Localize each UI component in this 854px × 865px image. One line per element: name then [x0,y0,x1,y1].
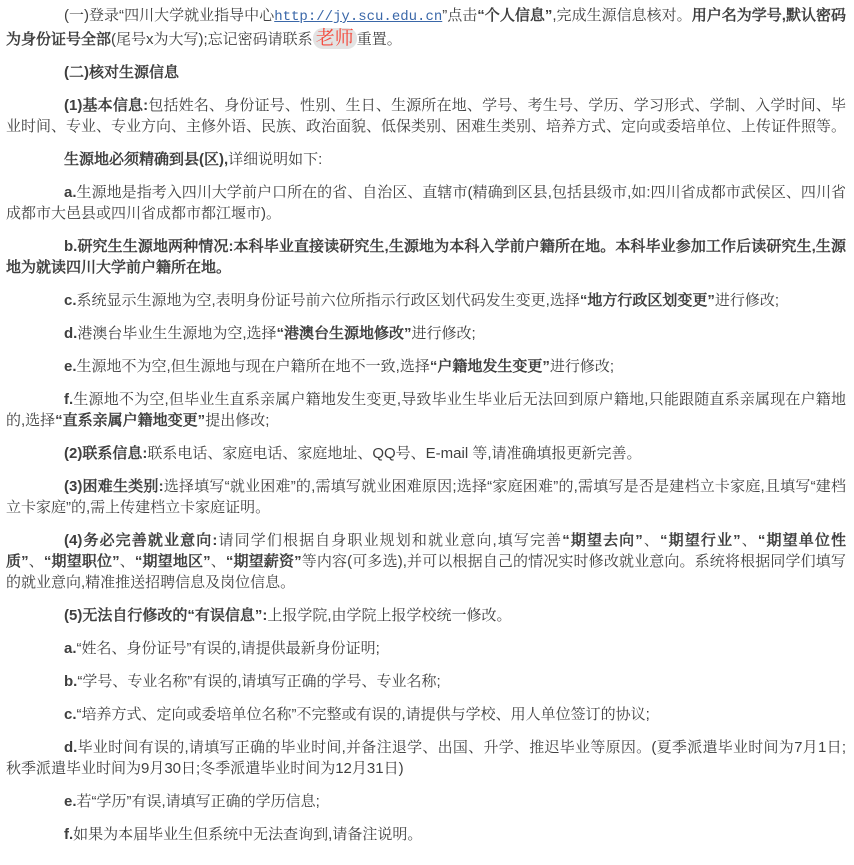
bold-text-run: d. [64,325,78,342]
bold-text-run: “直系亲属户籍地变更” [55,412,206,429]
bold-text-run: a. [64,184,77,201]
text-run: 重置。 [356,31,402,48]
bold-text-run: (4)务必完善就业意向: [64,532,218,549]
paragraph [6,476,846,518]
text-run: 、 [28,553,44,570]
paragraph [6,704,846,725]
bold-text-run: b. [64,673,78,690]
text-run: 、 [210,553,226,570]
text-run: 进行修改; [714,292,780,309]
bold-text-run: “期望地区” [134,553,211,570]
text-run: 、 [642,532,661,549]
text-run: 包括姓名、身份证号、性别、生日、生源所在地、学号、考生号、学历、学习形式、学制、入学时间、毕业时间、专业、专业方向、主修外语、民族、政治面貌、低保类别、困难生类别、培养方式、定向或委培单位、上传证件照等。 [6,97,847,135]
bold-text-run: (3)困难生类别: [64,478,164,495]
text-run: “姓名、身份证号”有误的,请提供最新身份证明; [76,640,380,657]
text-run: 若“学历”有误,请填写正确的学历信息; [76,793,320,810]
bold-text-run: 用户名为学号,默认密码为身份证号全部 [6,7,846,48]
paragraph [6,389,846,431]
bold-text-run: a. [64,640,77,657]
paragraph [6,638,846,659]
bold-text-run: “户籍地发生变更” [429,358,550,375]
text-run: 系统显示生源地为空,表明身份证号前六位所指示行政区划代码发生变更,选择 [76,292,580,309]
paragraph [6,356,846,377]
text-run: 等内容(可多选),并可以根据自己的情况实时修改就业意向。系统将根据同学们填写的就业意向,精准推送招聘信息及岗位信息。 [6,553,846,591]
paragraph [6,5,846,50]
text-run: (尾号x为大写);忘记密码请联系 [111,31,313,48]
text-run: 提出修改; [205,412,270,429]
text-run: 上报学院,由学院上报学校统一修改。 [267,607,512,624]
bold-text-run: “个人信息” [477,7,553,24]
bold-text-run: “期望薪资” [225,553,302,570]
paragraph [6,290,846,311]
paragraph [6,737,846,779]
paragraph [6,62,846,83]
bold-text-run: b. [64,238,78,255]
paragraph [6,671,846,692]
bold-text-run: (1)基本信息: [64,97,149,114]
paragraph [6,95,846,137]
bold-text-run: (二)核对生源信息 [64,64,179,81]
text-run: 港澳台毕业生生源地为空,选择 [77,325,277,342]
bold-text-run: “地方行政区划变更” [579,292,715,309]
bold-text-run: c. [64,292,77,309]
bold-text-run: “期望单位性质” [6,532,846,570]
bold-text-run: 生源地必须精确到县(区), [64,151,229,168]
text-run: ,完成生源信息核对。 [552,7,692,24]
bold-text-run: “港澳台生源地修改” [276,325,412,342]
bold-text-run: e. [64,358,77,375]
text-run: 毕业时间有误的,请填写正确的毕业时间,并备注退学、出国、升学、推迟毕业等原因。(夏季派遣毕业时间为7月1日;秋季派遣毕业时间为9月30日;冬季派遣毕业时间为12月31日) [6,739,846,777]
text-run: 进行修改; [411,325,476,342]
bold-text-run: e. [64,793,77,810]
text-run: (一)登录“四川大学就业指导中心 [64,7,275,24]
jy-scu-link[interactable]: http://jy.scu.edu.cn [274,9,443,25]
text-run: 联系电话、家庭电话、家庭地址、QQ号、E-mail 等,请准确填报更新完善。 [147,445,642,462]
bold-text-run: c. [64,706,77,723]
text-run: 生源地是指考入四川大学前户口所在的省、自治区、直辖市(精确到区县,包括县级市,如:四川省成都市武侯区、四川省成都市大邑县或四川省成都市都江堰市)。 [6,184,846,222]
text-run: 生源地不为空,但毕业生直系亲属户籍地发生变更,导致毕业生毕业后无法回到原户籍地,只能跟随直系亲属现在户籍地的,选择 [6,391,846,429]
paragraph [6,824,846,845]
paragraph [6,443,846,464]
teacher-highlight: 老师 [313,28,357,49]
bold-text-run: “期望行业” [660,532,741,549]
text-run: 选择填写“就业困难”的,需填写就业困难原因;选择“家庭困难”的,需填写是否是建档立卡家庭,且填写“建档立卡家庭”的,需上传建档立卡家庭证明。 [6,478,846,516]
text-run: 生源地不为空,但生源地与现在户籍所在地不一致,选择 [76,358,430,375]
text-run: 请同学们根据自身职业规划和就业意向,填写完善 [217,532,563,549]
text-run: 如果为本届毕业生但系统中无法查询到,请备注说明。 [73,826,423,843]
paragraph [6,149,846,170]
paragraph [6,323,846,344]
bold-text-run: d. [64,739,78,756]
text-run: 、 [119,553,135,570]
text-run: “学号、专业名称”有误的,请填写正确的学号、专业名称; [77,673,441,690]
text-run: 、 [740,532,758,549]
bold-text-run: “期望去向” [562,532,643,549]
bold-text-run: f. [64,391,74,408]
bold-text-run: (5)无法自行修改的“有误信息”: [64,607,268,624]
text-run: ”点击 [442,7,478,24]
text-run: 进行修改; [549,358,615,375]
paragraph [6,791,846,812]
bold-text-run: “期望职位” [43,553,120,570]
paragraph [6,605,846,626]
bold-text-run: (2)联系信息: [64,445,148,462]
paragraph [6,182,846,224]
paragraph [6,236,846,278]
bold-text-run: f. [64,826,74,843]
paragraph [6,530,846,593]
text-run: 详细说明如下: [228,151,323,168]
text-run: “培养方式、定向或委培单位名称”不完整或有误的,请提供与学校、用人单位签订的协议; [76,706,650,723]
bold-text-run: 研究生生源地两种情况:本科毕业直接读研究生,生源地为本科入学前户籍所在地。本科毕业参加工作后读研究生,生源地为就读四川大学前户籍所在地。 [6,238,846,276]
